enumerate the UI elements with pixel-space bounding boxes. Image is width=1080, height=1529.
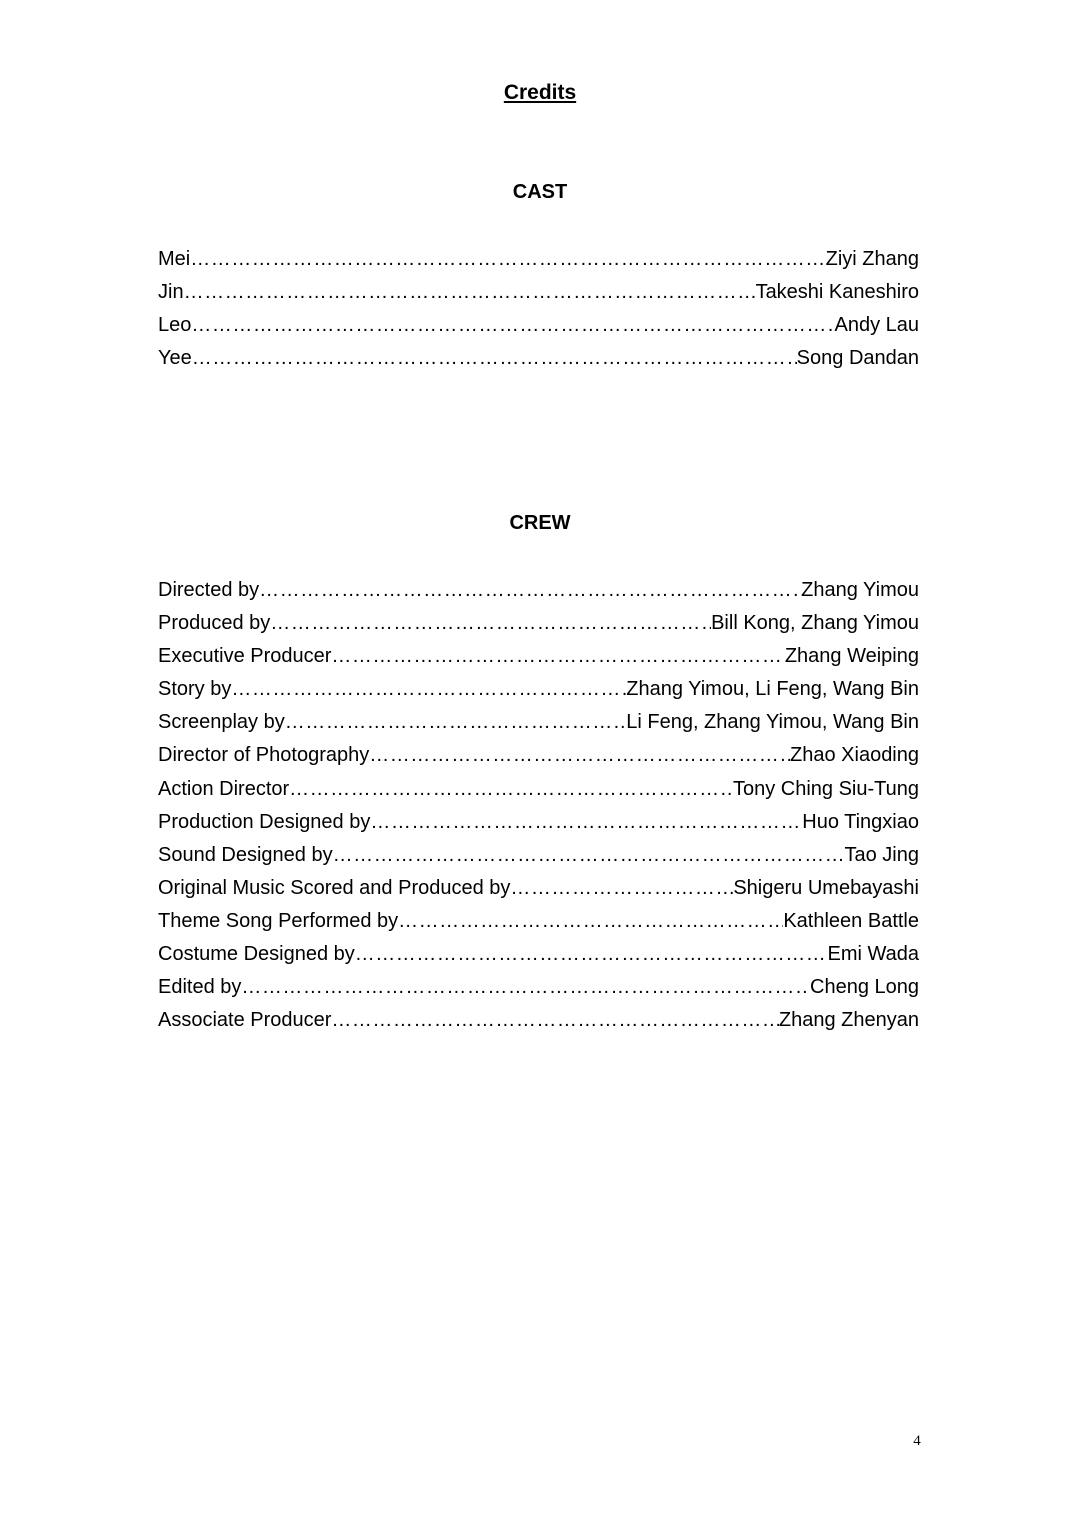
dot-leader	[259, 574, 801, 607]
dot-leader	[231, 673, 626, 706]
credit-name: Huo Tingxiao	[802, 810, 919, 833]
credit-name: Song Dandan	[796, 347, 919, 370]
dot-leader	[333, 839, 845, 872]
dot-leader	[510, 872, 733, 905]
credit-role: Action Director	[158, 777, 290, 800]
credit-role: Theme Song Performed by	[158, 909, 399, 932]
page-title: Credits	[503, 81, 577, 104]
credit-name: Tao Jing	[844, 843, 919, 866]
crew-entry	[158, 574, 919, 607]
crew-entry	[158, 607, 919, 640]
credit-role: Directed by	[158, 579, 260, 601]
crew-entry	[158, 1004, 919, 1037]
credit-role: Screenplay by	[158, 711, 285, 734]
credit-role: Costume Designed by	[158, 943, 355, 966]
cast-entry	[158, 342, 919, 375]
crew-entry	[158, 905, 919, 938]
crew-list	[158, 574, 919, 1037]
page-number: 4	[913, 1433, 921, 1449]
credit-role: Mei	[158, 248, 191, 270]
cast-entry	[158, 276, 919, 309]
crew-entry	[158, 839, 919, 872]
dot-leader	[289, 773, 733, 806]
crew-entry	[158, 971, 919, 1004]
credit-name: Shigeru Umebayashi	[733, 876, 919, 899]
dot-leader	[331, 640, 784, 673]
crew-entry	[158, 673, 919, 706]
crew-entry	[158, 739, 919, 772]
dot-leader	[355, 938, 828, 971]
crew-heading: CREW	[509, 512, 571, 534]
crew-entry	[158, 806, 919, 839]
credit-name: Andy Lau	[834, 314, 919, 337]
credit-role: Leo	[158, 314, 192, 337]
dot-leader	[370, 806, 802, 839]
cast-list	[158, 243, 919, 375]
credit-name: Cheng Long	[810, 976, 919, 999]
cast-entry	[158, 309, 919, 342]
dot-leader	[331, 1004, 778, 1037]
credit-name: Zhang Weiping	[784, 645, 919, 668]
credit-role: Story by	[158, 678, 232, 701]
credit-role: Jin	[158, 281, 184, 304]
credit-name: Zhang Yimou	[801, 579, 919, 601]
dot-leader	[190, 243, 825, 276]
dot-leader	[270, 607, 711, 640]
credit-name: Kathleen Battle	[783, 909, 919, 932]
credit-name: Takeshi Kaneshiro	[755, 281, 919, 304]
credit-role: Executive Producer	[158, 645, 332, 668]
credit-name: Bill Kong, Zhang Yimou	[711, 612, 919, 635]
credit-role: Production Designed by	[158, 810, 371, 833]
dot-leader	[285, 706, 626, 739]
credit-name: Tony Ching Siu-Tung	[732, 777, 919, 800]
dot-leader	[369, 739, 790, 772]
crew-entry	[158, 872, 919, 905]
cast-heading: CAST	[512, 181, 568, 203]
crew-entry	[158, 706, 919, 739]
dot-leader	[191, 309, 834, 342]
dot-leader	[192, 342, 797, 375]
crew-entry	[158, 938, 919, 971]
credit-name: Li Feng, Zhang Yimou, Wang Bin	[626, 711, 919, 734]
crew-entry	[158, 640, 919, 673]
credit-role: Produced by	[158, 612, 271, 635]
credit-role: Yee	[158, 347, 192, 370]
credit-role: Edited by	[158, 976, 242, 999]
dot-leader	[398, 905, 783, 938]
dot-leader	[241, 971, 810, 1004]
crew-entry	[158, 773, 919, 806]
credit-name: Zhao Xiaoding	[790, 744, 919, 767]
credit-role: Director of Photography	[158, 744, 370, 767]
credit-role: Sound Designed by	[158, 843, 333, 866]
cast-entry	[158, 243, 919, 276]
credit-name: Zhang Yimou, Li Feng, Wang Bin	[626, 678, 919, 701]
credit-role: Associate Producer	[158, 1009, 332, 1032]
credit-role: Original Music Scored and Produced by	[158, 876, 511, 899]
dot-leader	[184, 276, 756, 309]
credit-name: Zhang Zhenyan	[778, 1009, 919, 1032]
credit-name: Emi Wada	[827, 943, 919, 966]
credit-name: Ziyi Zhang	[825, 248, 919, 270]
